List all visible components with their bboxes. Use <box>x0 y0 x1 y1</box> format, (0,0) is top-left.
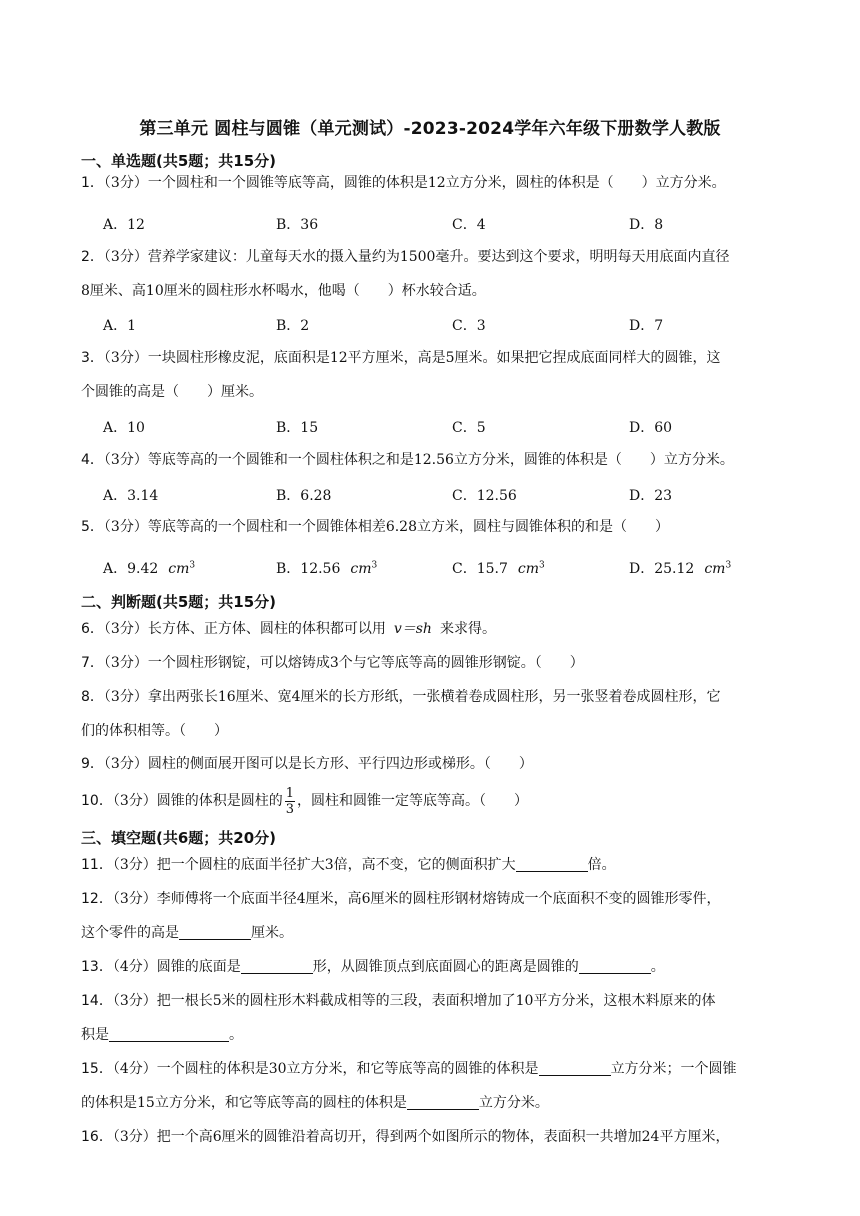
answer-blank[interactable] <box>579 957 651 974</box>
question-3 <box>81 341 811 409</box>
question-text: （3分）等底等高的一个圆柱和一个圆锥体相差6.28立方米，圆柱与圆锥体积的和是（ ） <box>103 519 669 535</box>
question-5-options <box>103 558 803 582</box>
question-text-line-1: （3分）李师傅将一个底面半径4厘米，高6厘米的圆柱形钢材熔铸成一个底面积不变的圆锥形零件， <box>112 891 721 907</box>
question-text-line-1: （3分）拿出两张长16厘米、宽4厘米的长方形纸，一张横着卷成圆柱形，另一张竖着卷成圆柱形，它 <box>103 689 721 705</box>
answer-blank[interactable] <box>539 1059 611 1076</box>
section-heading-single-choice: 一、单选题(共5题；共15分) <box>81 152 277 170</box>
question-3-options <box>103 417 803 441</box>
question-text-line-1: （3分）把一根长5米的圆柱形木料截成相等的三段，表面积增加了10平方分米，这根木料原来的体 <box>112 993 716 1009</box>
option-d: D．23 <box>629 488 673 504</box>
option-a: A．9.42 $cm^3$ <box>103 560 196 577</box>
question-text: （3分）一个圆柱和一个圆锥等底等高，圆锥的体积是12立方分米，圆柱的体积是（ ）立方分米。 <box>103 175 726 191</box>
unit-cubic-cm: $cm^3$ <box>168 560 196 577</box>
question-number: 16． <box>81 1129 113 1145</box>
question-text-line-2: 8厘米、高10厘米的圆柱形水杯喝水，他喝（ ）杯水较合适。 <box>81 283 486 299</box>
question-16 <box>81 1120 811 1154</box>
question-number: 9． <box>81 756 104 772</box>
question-text-line-2: 个圆锥的高是（ ）厘米。 <box>81 384 263 400</box>
question-2 <box>81 240 811 308</box>
option-d: D．25.12 $cm^3$ <box>629 560 732 577</box>
question-text-line-1: （3分）一块圆柱形橡皮泥，底面积是12平方厘米，高是5厘米。如果把它捏成底面同样大的圆锥，这 <box>103 350 721 366</box>
question-12: 12．（3分）李师傅将一个底面半径4厘米，高6厘米的圆柱形钢材熔铸成一个底面积不变的圆锥形零件， 这个零件的高是 厘米。 <box>81 891 721 941</box>
option-c: C．5 <box>452 420 486 436</box>
option-a: A．12 <box>103 217 145 233</box>
question-number: 6． <box>81 621 104 637</box>
question-text-line-1: （3分）营养学家建议：儿童每天水的摄入量约为1500毫升。要达到这个要求，明明每天用底面内直径 <box>103 249 730 265</box>
question-14: 14．（3分）把一根长5米的圆柱形木料截成相等的三段，表面积增加了10平方分米，这根木料原来的体 积是 。 <box>81 993 716 1043</box>
question-4-options <box>103 485 803 509</box>
option-a: A．1 <box>103 318 137 334</box>
question-text: （3分）把一个高6厘米的圆锥沿着高切开，得到两个如图所示的物体，表面积一共增加24平方厘米， <box>112 1129 730 1145</box>
question-5 <box>81 510 811 544</box>
question-1-options <box>103 214 803 238</box>
question-number: 15． <box>81 1061 113 1077</box>
question-15: 15．（4分）一个圆柱的体积是30立方分米，和它等底等高的圆锥的体积是 立方分米；一个圆锥 的体积是15立方分米，和它等底等高的圆柱的体积是 立方分米。 <box>81 1061 737 1111</box>
question-1 <box>81 166 811 200</box>
answer-blank[interactable] <box>407 1093 479 1110</box>
question-number: 12． <box>81 891 113 907</box>
unit-cubic-cm: $cm^3$ <box>517 560 545 577</box>
question-7 <box>81 646 811 680</box>
option-a: A．3.14 <box>103 488 159 504</box>
option-b: B．36 <box>276 217 319 233</box>
answer-blank[interactable] <box>241 957 313 974</box>
question-number: 2． <box>81 249 104 265</box>
option-b: B．15 <box>276 420 319 436</box>
unit-cubic-cm: $cm^3$ <box>704 560 732 577</box>
question-13: 13．（4分）圆锥的底面是 形，从圆锥顶点到底面圆心的距离是圆锥的 。 <box>81 959 665 975</box>
option-b: B．6.28 <box>276 488 332 504</box>
answer-blank[interactable] <box>516 855 588 872</box>
question-number: 7． <box>81 655 104 671</box>
option-c: C．3 <box>452 318 486 334</box>
question-text-line-2: 们的体积相等。（ ） <box>81 723 228 739</box>
question-8 <box>81 680 811 748</box>
fraction-one-third: $\frac{1}{3}$ <box>285 785 295 817</box>
section-heading-true-false: 二、判断题(共5题；共15分) <box>81 593 277 611</box>
question-9 <box>81 747 811 781</box>
question-11: 11．（3分）把一个圆柱的底面半径扩大3倍，高不变，它的侧面积扩大 倍。 <box>81 857 616 873</box>
question-number: 8． <box>81 689 104 705</box>
question-number: 1． <box>81 175 104 191</box>
option-d: D．7 <box>629 318 664 334</box>
formula: v＝sh <box>393 621 432 637</box>
question-number: 3． <box>81 350 104 366</box>
question-text: （3分）等底等高的一个圆锥和一个圆柱体积之和是12.56立方分米，圆锥的体积是（ ）立方分米。 <box>103 452 734 468</box>
option-b: B．2 <box>276 318 310 334</box>
question-number: 10． <box>81 793 113 809</box>
option-b: B．12.56 $cm^3$ <box>276 560 378 577</box>
option-c: C．15.7 $cm^3$ <box>452 560 545 577</box>
option-c: C．4 <box>452 217 486 233</box>
option-a: A．10 <box>103 420 145 436</box>
question-number: 14． <box>81 993 113 1009</box>
option-c: C．12.56 <box>452 488 517 504</box>
question-text: （3分）一个圆柱形钢锭，可以熔铸成3个与它等底等高的圆锥形钢锭。（ ） <box>103 655 584 671</box>
question-text: （3分）圆柱的侧面展开图可以是长方形、平行四边形或梯形。（ ） <box>103 756 533 772</box>
answer-blank[interactable] <box>179 923 251 940</box>
unit-cubic-cm: $cm^3$ <box>350 560 378 577</box>
question-number: 11． <box>81 857 113 873</box>
section-heading-fill-in: 三、填空题(共6题；共20分) <box>81 829 277 847</box>
option-d: D．8 <box>629 217 664 233</box>
question-4 <box>81 443 811 477</box>
question-number: 13． <box>81 959 113 975</box>
question-2-options <box>103 315 803 339</box>
page-title: 第三单元 圆柱与圆锥（单元测试）-2023-2024学年六年级下册数学人教版 <box>139 119 721 139</box>
option-d: D．60 <box>629 420 673 436</box>
question-6: 6．（3分）长方体、正方体、圆柱的体积都可以用 v＝sh 来求得。 <box>81 621 496 637</box>
question-number: 5． <box>81 519 104 535</box>
question-10: 10．（3分）圆锥的体积是圆柱的 $\frac{1}{3}$ ，圆柱和圆锥一定等底等高。（ ） <box>81 785 529 817</box>
answer-blank[interactable] <box>109 1025 229 1042</box>
question-number: 4． <box>81 452 104 468</box>
